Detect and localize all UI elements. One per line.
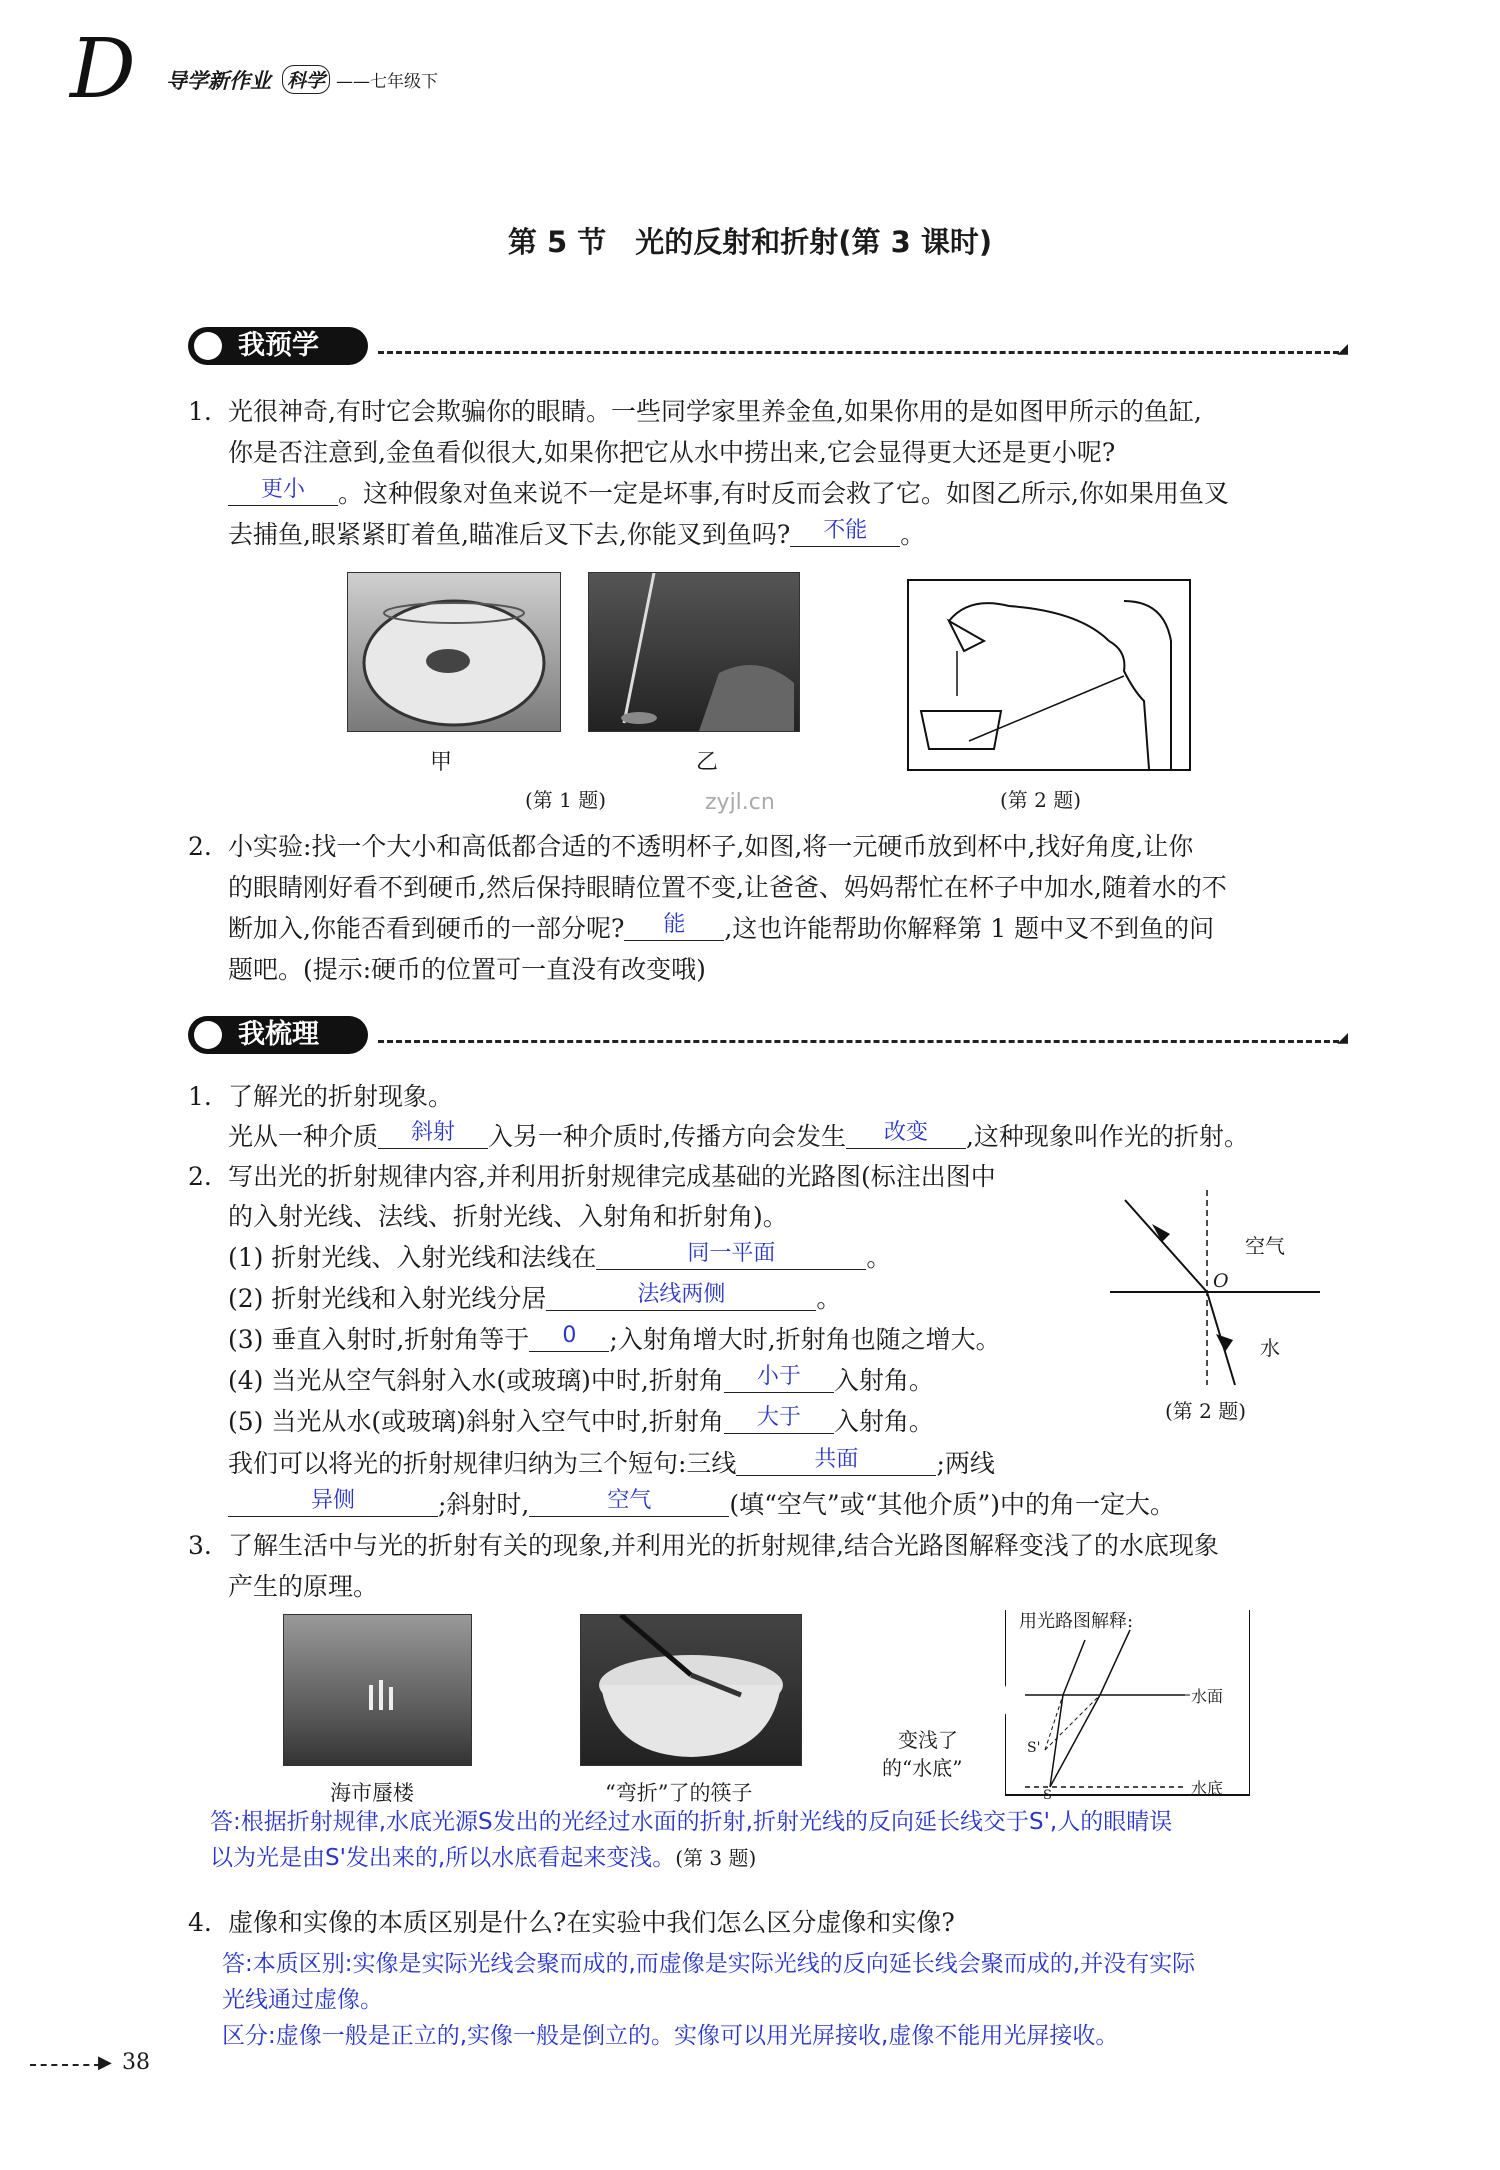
- fishbowl-photo: [347, 572, 561, 732]
- section-review: 我梳理 ◢: [188, 1016, 1348, 1056]
- fish-spear-photo: [588, 572, 800, 732]
- arrow-icon: ▶: [98, 2052, 112, 2073]
- r1-body: 光从一种介质 斜射 入另一种介质时,传播方向会发生 改变 ,这种现象叫作光的折射。: [228, 1120, 1249, 1151]
- bottom-label: 水底: [1191, 1779, 1224, 1798]
- q2-line2: 的眼睛刚好看不到硬币,然后保持眼睛位置不变,让爸爸、妈妈帮忙在杯子中加水,随着水的不: [228, 873, 1227, 902]
- mirage-photo: [283, 1614, 472, 1766]
- r4-answer1: 答:本质区别:实像是实际光线会聚而成的,而虚像是实际光线的反向延长线会聚而成的,并没有实际: [222, 1951, 1196, 1977]
- r4-num: 4.: [188, 1908, 212, 1937]
- logo-letter: D: [70, 22, 136, 117]
- r1-answer2: 改变: [883, 1120, 928, 1145]
- r2-item4: (4) 当光从空气斜射入水(或玻璃)中时,折射角 小于 入射角。: [228, 1364, 934, 1395]
- section-review-title: 我梳理: [238, 1019, 319, 1050]
- shallow-label1: 变浅了: [898, 1728, 958, 1752]
- chopstick-image: [581, 1615, 801, 1765]
- r2-item5-answer: 大于: [756, 1405, 801, 1430]
- surface-label: 水面: [1191, 1687, 1224, 1706]
- section-preview: 我预学 ◢: [188, 327, 1348, 367]
- r2-line2: 的入射光线、法线、折射光线、入射角和折射角)。: [228, 1202, 788, 1231]
- r2-item5: (5) 当光从水(或玻璃)斜射入空气中时,折射角 大于 入射角。: [228, 1405, 934, 1436]
- label-jia: 甲: [430, 750, 453, 775]
- page-number: 38: [122, 2050, 150, 2075]
- q1-line3: 更小 。这种假象对鱼来说不一定是坏事,有时反而会救了它。如图乙所示,你如果用鱼叉: [228, 477, 1229, 511]
- q2-line1: 小实验:找一个大小和高低都合适的不透明杯子,如图,将一元硬币放到杯中,找好角度,让你: [228, 832, 1194, 861]
- fish-spear-image: [589, 573, 799, 731]
- caption-q2: (第 2 题): [1000, 788, 1082, 812]
- r2-item3-answer: 0: [562, 1323, 577, 1348]
- r2-item1-answer: 同一平面: [687, 1241, 776, 1266]
- cup-eye-diagram: [907, 579, 1191, 771]
- q1-line2: 你是否注意到,金鱼看似很大,如果你把它从水中捞出来,它会显得更大还是更小呢?: [228, 438, 1116, 467]
- q2-line3: 断加入,你能否看到硬币的一部分呢? 能 ,这也许能帮助你解释第 1 题中叉不到鱼的问: [228, 912, 1215, 943]
- diagram-air-label: 空气: [1245, 1234, 1285, 1258]
- q1-line4: 去捕鱼,眼紧紧盯着鱼,瞄准后叉下去,你能叉到鱼吗? 不能 。: [228, 518, 926, 549]
- q1-answer1: 更小: [260, 477, 305, 502]
- shallow-diagram: [1005, 1605, 1250, 1803]
- r2-item3: (3) 垂直入射时,折射角等于 0 ;入射角增大时,折射角也随之增大。: [228, 1323, 1001, 1354]
- subject-badge: 科学: [282, 65, 330, 94]
- fishbowl-image: [348, 573, 560, 731]
- r3-caption: (第 3 题): [675, 1846, 757, 1870]
- caption-q1: (第 1 题): [525, 788, 607, 812]
- r2-sum-answer1: 共面: [814, 1447, 859, 1472]
- q2-line4: 题吧。(提示:硬币的位置可一直没有改变哦): [228, 955, 706, 984]
- s-prime-label: S': [1027, 1740, 1041, 1756]
- grade-label: ——七年级下: [336, 72, 438, 92]
- r3-answer2: 以为光是由S'发出来的,所以水底看起来变浅。(第 3 题): [210, 1845, 757, 1871]
- section-icon: [194, 1021, 222, 1049]
- r3-num: 3.: [188, 1531, 212, 1560]
- r2-summary2: 异侧 ;斜射时, 空气 (填“空气”或“其他介质”)中的角一定大。: [228, 1488, 1175, 1522]
- r2-num: 2.: [188, 1162, 212, 1191]
- section-icon: [194, 332, 222, 360]
- caption-mirage: 海市蜃楼: [330, 1781, 414, 1805]
- r2-item2: (2) 折射光线和入射光线分居 法线两侧 。: [228, 1282, 842, 1313]
- r2-summary1: 我们可以将光的折射规律归纳为三个短句:三线 共面 ;两线: [228, 1447, 995, 1478]
- r1-num: 1.: [188, 1082, 212, 1111]
- q1-line1: 光很神奇,有时它会欺骗你的眼睛。一些同学家里养金鱼,如果你用的是如图甲所示的鱼缸,: [228, 397, 1202, 426]
- shallow-title: 用光路图解释:: [1019, 1611, 1134, 1632]
- r3-line1: 了解生活中与光的折射有关的现象,并利用光的折射规律,结合光路图解释变浅了的水底现象: [228, 1531, 1219, 1560]
- r4-answer2: 光线通过虚像。: [222, 1987, 383, 2013]
- q1-answer2: 不能: [823, 518, 868, 543]
- label-yi: 乙: [696, 750, 719, 775]
- q2-num: 2.: [188, 832, 212, 861]
- series-title: 导学新作业: [166, 69, 271, 93]
- diagram-origin-label: O: [1213, 1270, 1229, 1292]
- r3-answer1: 答:根据折射规律,水底光源S发出的光经过水面的折射,折射光线的反向延长线交于S',人的眼睛误: [210, 1809, 1173, 1835]
- page-title: 第 5 节 光的反射和折射(第 3 课时): [507, 225, 993, 259]
- section-preview-title: 我预学: [238, 330, 319, 361]
- r2-sum-answer2: 异侧: [310, 1488, 355, 1513]
- watermark: zyjl.cn: [705, 790, 775, 815]
- s-label: S: [1043, 1788, 1052, 1803]
- refraction-diagram: [1110, 1180, 1330, 1423]
- r1-title: 了解光的折射现象。: [228, 1082, 454, 1111]
- r2-item1: (1) 折射光线、入射光线和法线在 同一平面 。: [228, 1241, 892, 1272]
- r2-item4-answer: 小于: [756, 1364, 801, 1389]
- r4-answer3: 区分:虚像一般是正立的,实像一般是倒立的。实像可以用光屏接收,虚像不能用光屏接收。: [222, 2023, 1119, 2049]
- shallow-label2: 的“水底”: [882, 1756, 963, 1780]
- r2-sum-answer3: 空气: [607, 1488, 652, 1513]
- diagram-water-label: 水: [1260, 1336, 1280, 1360]
- mirage-image: [284, 1615, 471, 1765]
- r2-item2-answer: 法线两侧: [637, 1282, 726, 1307]
- header: [60, 22, 540, 117]
- r1-answer1: 斜射: [411, 1120, 456, 1145]
- q2-answer: 能: [663, 912, 686, 937]
- diagram-caption: (第 2 题): [1165, 1399, 1247, 1423]
- cup-eye-drawing: [909, 581, 1189, 769]
- q1-num: 1.: [188, 397, 212, 426]
- r3-line2: 产生的原理。: [228, 1572, 379, 1601]
- r4-question: 虚像和实像的本质区别是什么?在实验中我们怎么区分虚像和实像?: [228, 1908, 955, 1937]
- caption-chopstick: “弯折”了的筷子: [605, 1781, 753, 1805]
- chopstick-photo: [580, 1614, 802, 1766]
- r2-line1: 写出光的折射规律内容,并利用折射规律完成基础的光路图(标注出图中: [228, 1162, 996, 1191]
